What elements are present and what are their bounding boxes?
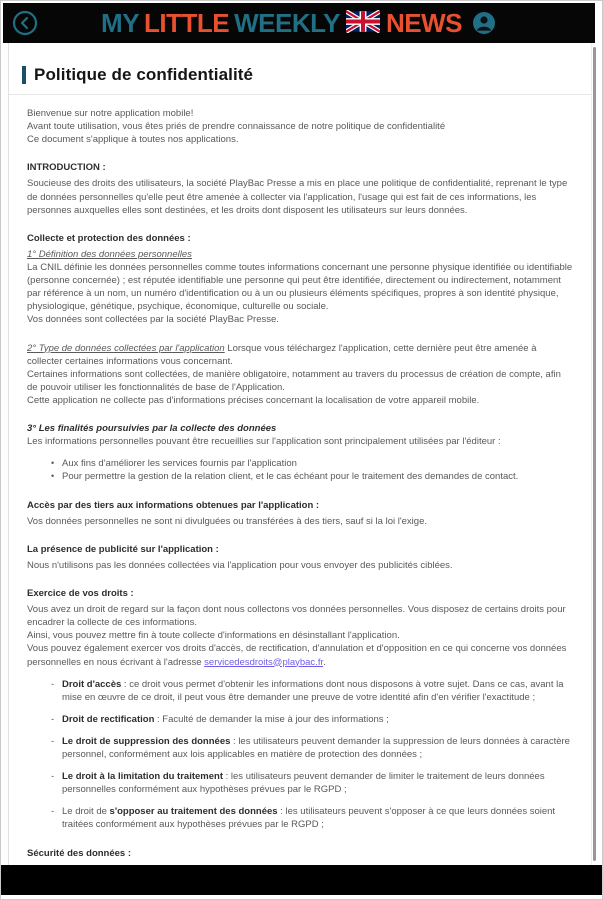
acces-paragraph: Vos données personnelles ne sont ni divulguées ou transférées à des tiers, sauf si la loi l'exige. [27,515,428,527]
app-header [3,3,595,43]
section-heading-acces: Accès par des tiers aux informations obtenues par l'application : [27,499,320,511]
list-item: - Le droit de suppression des données : les utilisateurs peuvent demander la suppression de leurs données à caractère personnel, conformément aux lois applicables en matière de protection des données ; [51,735,574,761]
introduction-paragraph: Soucieuse des droits des utilisateurs, la société PlayBac Presse a mis en place une politique de confidentialité, reprenant le type de données personnelles qu'elle peut être amenée à collecter via l'application, l'usage qui est fait de ces informations, les personnes auxquelles elles sont destinées, et les droits dont disposent les utilisateurs sur leurs données. [27,178,568,216]
subheading-types: 2° Type de données collectées par l'application [27,342,225,354]
page-title: Politique de confidentialité [34,65,254,84]
droits-paragraph-3: Vous pouvez également exercer vos droits d'accès, de rectification, d'annulation et d'opposition en ce qui concerne vos données personnelles en nous écrivant à l'adresse servicedesdroits@playbac.fr. [27,643,567,668]
title-accent-bar [22,66,26,84]
droits-paragraph-2: Ainsi, vous pouvez mettre fin à toute collecte d'informations en désinstallant l'application. [27,630,400,642]
definition-paragraph: La CNIL définie les données personnelles comme toutes informations concernant une personne physique identifiée ou identifiable (personne concernée) ; est réputée identifiable une personne qui peut être identifiée, directement ou indirectement, notamment par référence à un nom, un numéro d'identification ou à un ou plusieurs éléments spécifiques, propres à son identité physique, physiologique, génétique, psychique, économique, culturelle ou sociale. [27,261,573,313]
types-paragraph-2: Certaines informations sont collectées, de manière obligatoire, notamment au travers du processus de création de compte, afin de pouvoir utiliser les fonctionnalités de base de l'Application. [27,368,561,393]
droits-paragraph-1: Vous avez un droit de regard sur la façon dont nous collectons vos données personnelles. Vous disposez de certains droits pour encadrer la collecte de ces informations. [27,604,566,629]
policy-document [8,43,592,893]
uk-flag-icon [346,10,380,37]
finalites-list [27,457,574,483]
section-heading-publicite: La présence de publicité sur l'application : [27,543,219,555]
logo-word-news: NEWS [385,8,462,38]
title-divider [9,94,591,95]
scrollbar[interactable] [593,47,596,861]
page-title-row [22,65,577,85]
list-item: • Pour permettre la gestion de la relation client, et le cas échéant pour le traitement des demandes de contact. [51,470,574,483]
section-heading-securite: Sécurité des données : [27,847,132,859]
logo-word-my: MY [101,8,140,38]
subheading-definition: 1° Définition des données personnelles [27,248,192,260]
subheading-finalites: 3° Les finalités poursuivies par la collecte des données [27,423,277,435]
logo-word-little: LITTLE [144,8,230,38]
publicite-paragraph: Nous n'utilisons pas les données collectées via l'application pour vous envoyer des publicités ciblées. [27,559,453,571]
types-paragraph-3: Cette application ne collecte pas d'informations précises concernant la localisation de votre appareil mobile. [27,394,480,406]
account-person-icon [471,12,497,42]
types-paragraph-1: 2° Type de données collectées par l'application Lorsque vous téléchargez l'application, cette dernière peut être amenée à collecter certaines informations vous concernant. [27,342,537,367]
list-item: - Le droit à la limitation du traitement : les utilisateurs peuvent demander de limiter le traitement de leurs données personnelles conformément aux hypothèses prévues par le RGPD ; [51,770,574,796]
list-item: - Le droit de s'opposer au traitement des données : les utilisateurs peuvent s'opposer à ce que leurs données soient traitées conformément aux hypothèses prévues par le RGPD ; [51,805,574,831]
account-button[interactable] [471,10,497,36]
back-button[interactable] [12,10,38,36]
intro-line: Bienvenue sur notre application mobile! [27,108,194,119]
logo-word-weekly: WEEKLY [234,8,340,38]
section-heading-droits: Exercice de vos droits : [27,587,134,599]
back-chevron-circle-icon [12,23,38,40]
list-item: - Droit de rectification : Faculté de demander la mise à jour des informations ; [51,713,574,726]
email-link[interactable]: servicedesdroits@playbac.fr [204,656,324,668]
list-item: - Droit d'accès : ce droit vous permet d'obtenir les informations dont nous disposons à votre sujet. Dans ce cas, avant la mise en œuvre de ce droit, il peut vous être demander une preuve de votre identité afin d'en vérifier l'exactitude ; [51,678,574,704]
definition-paragraph-2: Vos données sont collectées par la société PlayBac Presse. [27,314,279,326]
droits-list [27,678,574,832]
app-logo [101,10,497,37]
list-item: • Aux fins d'améliorer les services fournis par l'application [51,457,574,470]
intro-line: Avant toute utilisation, vous êtes priés de prendre connaissance de notre politique de confidentialité [27,121,446,133]
finalites-paragraph: Les informations personnelles pouvant être recueillies sur l'application sont principalement utilisées par l'éditeur : [27,436,501,448]
android-navigation-bar[interactable] [1,865,603,895]
section-heading-collecte: Collecte et protection des données : [27,232,191,244]
section-heading-introduction: INTRODUCTION : [27,162,106,174]
intro-line: Ce document s'applique à toutes nos applications. [27,134,239,146]
